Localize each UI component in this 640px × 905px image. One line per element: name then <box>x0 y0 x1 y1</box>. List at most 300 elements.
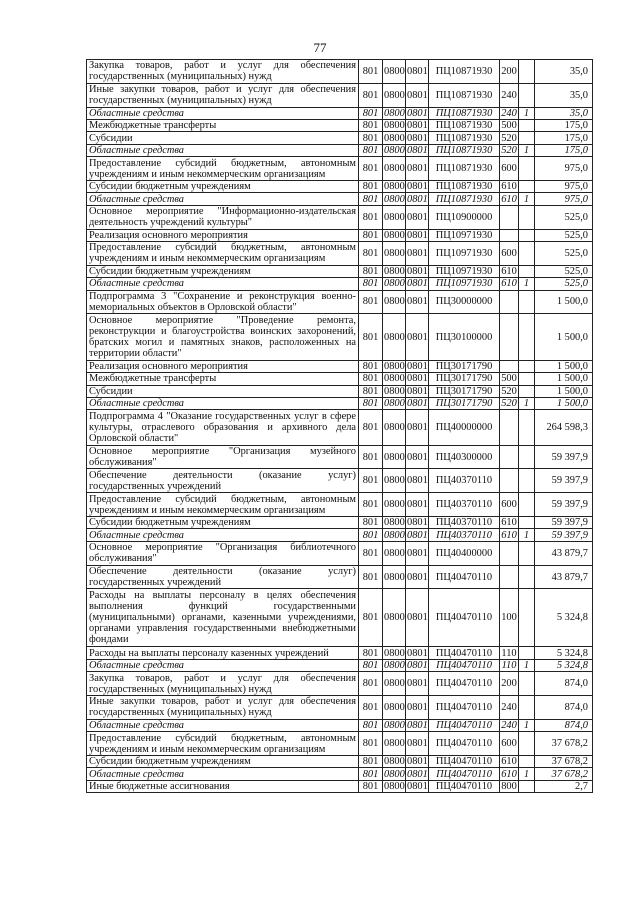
ministry-code-cell: 801 <box>359 410 383 445</box>
expense-type-cell: 240 <box>501 107 517 119</box>
expense-type-cell: 500 <box>501 120 517 132</box>
expense-name-cell: Обеспечение деятельности (оказание услуг) государственных учреждений <box>87 565 359 589</box>
expense-type-cell <box>500 541 519 565</box>
section-code-cell: 0800 <box>384 132 405 144</box>
ministry-code-cell: 801 <box>359 314 383 361</box>
amount-cell: 1 500,0 <box>535 385 593 397</box>
funding-source-cell: 1 <box>519 107 535 119</box>
subsection-code-cell: 0801 <box>407 373 428 385</box>
amount-cell: 175,0 <box>535 144 593 156</box>
funding-source-cell <box>519 445 535 469</box>
section-code-cell: 0800 <box>384 193 405 205</box>
table-row <box>87 517 593 529</box>
expense-type-cell: 600 <box>500 241 519 265</box>
target-article-cell: ПЦ10971930 <box>429 229 500 241</box>
expense-name-cell: Областные средства <box>87 193 359 205</box>
table-row <box>87 659 593 671</box>
section-code-cell: 0800 <box>384 278 405 290</box>
expense-name-cell: Областные средства <box>87 107 359 119</box>
table-row <box>87 529 593 541</box>
subsection-code-cell: 0801 <box>406 290 429 314</box>
expense-name-cell: Областные средства <box>87 278 359 290</box>
table-row <box>87 157 593 181</box>
expense-type-cell: 610 <box>501 529 517 541</box>
page-number: 77 <box>313 40 327 55</box>
amount-cell: 525,0 <box>535 205 593 229</box>
subsection-code-cell: 0801 <box>406 732 429 756</box>
expense-name-cell: Межбюджетные трансферты <box>87 373 359 385</box>
table-row <box>87 780 593 792</box>
section-code-cell: 0800 <box>384 768 405 780</box>
table-row <box>87 589 593 647</box>
amount-cell: 5 324,8 <box>535 589 593 647</box>
expense-name-cell: Основное мероприятие "Проведение ремонта, реконструкции и благоустройства воинских захоронений, братских могил и памятных знаков, расположенных на территории области" <box>87 314 359 361</box>
funding-source-cell <box>519 265 535 277</box>
amount-cell: 525,0 <box>535 241 593 265</box>
table-row <box>87 672 593 696</box>
expense-name-cell: Субсидии <box>87 385 359 397</box>
section-code-cell: 0800 <box>383 445 406 469</box>
target-article-cell: ПЦ10871930 <box>429 157 500 181</box>
subsection-code-cell: 0801 <box>407 780 428 792</box>
funding-source-cell <box>519 373 535 385</box>
section-code-cell: 0800 <box>383 541 406 565</box>
funding-source-cell <box>519 695 535 719</box>
amount-cell: 2,7 <box>535 780 593 792</box>
expense-type-cell <box>500 314 519 361</box>
ministry-code-cell: 801 <box>359 144 383 156</box>
expense-name-cell: Обеспечение деятельности (оказание услуг) государственных учреждений <box>87 469 359 493</box>
expense-name-cell: Предоставление субсидий бюджетным, автономным учреждениям и иным некоммерческим организациям <box>87 241 359 265</box>
amount-cell: 874,0 <box>535 695 593 719</box>
table-row <box>87 205 593 229</box>
section-code-cell: 0800 <box>383 695 406 719</box>
target-article-cell: ПЦ10871930 <box>429 119 500 131</box>
ministry-code-cell: 801 <box>359 589 383 647</box>
subsection-code-cell: 0801 <box>407 181 428 193</box>
target-article-cell: ПЦ40470110 <box>429 565 500 589</box>
ministry-code-cell: 801 <box>359 541 383 565</box>
subsection-code-cell: 0801 <box>407 385 428 397</box>
subsection-code-cell: 0801 <box>406 469 429 493</box>
section-code-cell: 0800 <box>384 385 405 397</box>
ministry-code-cell: 801 <box>359 493 383 517</box>
expense-name-cell: Субсидии бюджетным учреждениям <box>87 517 359 529</box>
expense-type-cell: 520 <box>501 398 517 410</box>
funding-source-cell: 1 <box>519 278 535 290</box>
table-row <box>87 732 593 756</box>
amount-cell: 59 397,9 <box>535 493 593 517</box>
funding-source-cell <box>519 755 535 767</box>
subsection-code-cell: 0801 <box>406 314 429 361</box>
amount-cell: 1 500,0 <box>535 314 593 361</box>
amount-cell: 975,0 <box>535 193 593 205</box>
ministry-code-cell: 801 <box>359 529 383 541</box>
funding-source-cell <box>519 469 535 493</box>
section-code-cell: 0800 <box>383 469 406 493</box>
table-row <box>87 385 593 397</box>
section-code-cell: 0800 <box>383 205 406 229</box>
ministry-code-cell: 801 <box>359 360 383 372</box>
expense-type-cell: 610 <box>501 278 517 290</box>
subsection-code-cell: 0801 <box>407 756 428 768</box>
section-code-cell: 0800 <box>383 241 406 265</box>
amount-cell: 35,0 <box>535 83 593 107</box>
target-article-cell: ПЦ40470110 <box>429 659 500 671</box>
expense-name-cell: Расходы на выплаты персоналу казенных учреждений <box>87 647 359 659</box>
ministry-code-cell: 801 <box>359 780 383 792</box>
funding-source-cell <box>519 241 535 265</box>
funding-source-cell <box>519 517 535 529</box>
subsection-code-cell: 0801 <box>406 541 429 565</box>
expense-type-cell: 610 <box>501 517 517 529</box>
expense-type-cell <box>500 445 519 469</box>
funding-source-cell: 1 <box>519 529 535 541</box>
table-row <box>87 360 593 372</box>
expense-name-cell: Областные средства <box>87 768 359 780</box>
target-article-cell: ПЦ40470110 <box>429 780 500 792</box>
expense-name-cell: Основное мероприятие "Организация музейного обслуживания" <box>87 445 359 469</box>
subsection-code-cell: 0801 <box>407 193 428 205</box>
target-article-cell: ПЦ40470110 <box>429 695 500 719</box>
subsection-code-cell: 0801 <box>407 361 428 373</box>
expense-name-cell: Областные средства <box>87 659 359 671</box>
expense-name-cell: Иные бюджетные ассигнования <box>87 780 359 792</box>
section-code-cell: 0800 <box>384 107 405 119</box>
expense-type-cell <box>500 290 519 314</box>
funding-source-cell <box>519 132 535 144</box>
expense-name-cell: Расходы на выплаты персоналу в целях обеспечения выполнения функций государственными (муниципальными) органами, казенными учреждениями, органами управления государственными внебюджетными фондами <box>87 589 359 647</box>
table-row <box>87 410 593 445</box>
amount-cell: 874,0 <box>535 719 593 731</box>
amount-cell: 5 324,8 <box>535 659 593 671</box>
section-code-cell: 0800 <box>384 120 405 132</box>
expense-name-cell: Межбюджетные трансферты <box>87 119 359 131</box>
section-code-cell: 0800 <box>384 361 405 373</box>
target-article-cell: ПЦ10971930 <box>429 241 500 265</box>
expense-type-cell: 240 <box>501 719 517 731</box>
target-article-cell: ПЦ10871930 <box>429 180 500 192</box>
ministry-code-cell: 801 <box>359 265 383 277</box>
target-article-cell: ПЦ10971930 <box>429 278 500 290</box>
funding-source-cell <box>519 180 535 192</box>
ministry-code-cell: 801 <box>359 229 383 241</box>
funding-source-cell: 1 <box>519 193 535 205</box>
target-article-cell: ПЦ30100000 <box>429 314 500 361</box>
table-row <box>87 107 593 119</box>
funding-source-cell <box>519 647 535 659</box>
target-article-cell: ПЦ30000000 <box>429 290 500 314</box>
amount-cell: 43 879,7 <box>535 565 593 589</box>
subsection-code-cell: 0801 <box>407 144 428 156</box>
amount-cell: 175,0 <box>535 119 593 131</box>
amount-cell: 35,0 <box>535 107 593 119</box>
table-row <box>87 445 593 469</box>
amount-cell: 5 324,8 <box>535 647 593 659</box>
ministry-code-cell: 801 <box>359 385 383 397</box>
ministry-code-cell: 801 <box>359 445 383 469</box>
target-article-cell: ПЦ40470110 <box>429 768 500 780</box>
ministry-code-cell: 801 <box>359 659 383 671</box>
table-row <box>87 398 593 410</box>
funding-source-cell <box>519 410 535 445</box>
expense-name-cell: Субсидии бюджетным учреждениям <box>87 755 359 767</box>
funding-source-cell: 1 <box>519 659 535 671</box>
subsection-code-cell: 0801 <box>406 672 429 696</box>
subsection-code-cell: 0801 <box>407 132 428 144</box>
amount-cell: 975,0 <box>535 157 593 181</box>
expense-type-cell: 610 <box>501 756 517 768</box>
subsection-code-cell: 0801 <box>406 60 429 84</box>
expense-type-cell <box>500 469 519 493</box>
ministry-code-cell: 801 <box>359 768 383 780</box>
target-article-cell: ПЦ10871930 <box>429 132 500 144</box>
expense-name-cell: Иные закупки товаров, работ и услуг для обеспечения государственных (муниципальных) нужд <box>87 695 359 719</box>
expense-type-cell: 610 <box>501 181 517 193</box>
table-row <box>87 229 593 241</box>
target-article-cell: ПЦ40000000 <box>429 410 500 445</box>
ministry-code-cell: 801 <box>359 517 383 529</box>
expense-name-cell: Реализация основного мероприятия <box>87 229 359 241</box>
ministry-code-cell: 801 <box>359 119 383 131</box>
subsection-code-cell: 0801 <box>407 398 428 410</box>
table-body <box>87 60 593 793</box>
ministry-code-cell: 801 <box>359 193 383 205</box>
amount-cell: 1 500,0 <box>535 360 593 372</box>
funding-source-cell <box>519 83 535 107</box>
table-row <box>87 695 593 719</box>
subsection-code-cell: 0801 <box>406 205 429 229</box>
expense-name-cell: Закупка товаров, работ и услуг для обеспечения государственных (муниципальных) нужд <box>87 672 359 696</box>
subsection-code-cell: 0801 <box>407 229 428 241</box>
expense-name-cell: Субсидии бюджетным учреждениям <box>87 265 359 277</box>
section-code-cell: 0800 <box>384 181 405 193</box>
amount-cell: 35,0 <box>535 60 593 84</box>
target-article-cell: ПЦ30171790 <box>429 398 500 410</box>
ministry-code-cell: 801 <box>359 719 383 731</box>
ministry-code-cell: 801 <box>359 290 383 314</box>
target-article-cell: ПЦ10871930 <box>429 144 500 156</box>
funding-source-cell <box>519 205 535 229</box>
subsection-code-cell: 0801 <box>406 589 429 647</box>
table-row <box>87 265 593 277</box>
table-row <box>87 83 593 107</box>
section-code-cell: 0800 <box>384 517 405 529</box>
section-code-cell: 0800 <box>383 410 406 445</box>
ministry-code-cell: 801 <box>359 647 383 659</box>
funding-source-cell <box>519 314 535 361</box>
subsection-code-cell: 0801 <box>406 493 429 517</box>
funding-source-cell <box>519 672 535 696</box>
amount-cell: 175,0 <box>535 132 593 144</box>
expense-type-cell <box>500 229 519 241</box>
expense-name-cell: Предоставление субсидий бюджетным, автономным учреждениям и иным некоммерческим организациям <box>87 732 359 756</box>
subsection-code-cell: 0801 <box>407 719 428 731</box>
target-article-cell: ПЦ40370110 <box>429 517 500 529</box>
ministry-code-cell: 801 <box>359 373 383 385</box>
section-code-cell: 0800 <box>383 314 406 361</box>
table-row <box>87 373 593 385</box>
expense-name-cell: Закупка товаров, работ и услуг для обеспечения государственных (муниципальных) нужд <box>87 60 359 84</box>
amount-cell: 525,0 <box>535 265 593 277</box>
subsection-code-cell: 0801 <box>406 83 429 107</box>
section-code-cell: 0800 <box>383 493 406 517</box>
table-row <box>87 290 593 314</box>
target-article-cell: ПЦ40370110 <box>429 493 500 517</box>
expense-name-cell: Реализация основного мероприятия <box>87 360 359 372</box>
expense-name-cell: Основное мероприятие "Организация библиотечного обслуживания" <box>87 541 359 565</box>
ministry-code-cell: 801 <box>359 469 383 493</box>
table-row <box>87 565 593 589</box>
expense-type-cell: 800 <box>501 780 517 792</box>
section-code-cell: 0800 <box>384 647 405 659</box>
subsection-code-cell: 0801 <box>407 768 428 780</box>
section-code-cell: 0800 <box>384 756 405 768</box>
target-article-cell: ПЦ30171790 <box>429 360 500 372</box>
expense-name-cell: Областные средства <box>87 144 359 156</box>
section-code-cell: 0800 <box>384 144 405 156</box>
table-row <box>87 314 593 361</box>
amount-cell: 525,0 <box>535 278 593 290</box>
funding-source-cell <box>519 119 535 131</box>
table-row <box>87 193 593 205</box>
amount-cell: 975,0 <box>535 180 593 192</box>
table-row <box>87 144 593 156</box>
ministry-code-cell: 801 <box>359 132 383 144</box>
expense-type-cell: 610 <box>501 768 517 780</box>
target-article-cell: ПЦ40470110 <box>429 719 500 731</box>
section-code-cell: 0800 <box>383 60 406 84</box>
ministry-code-cell: 801 <box>359 83 383 107</box>
expense-type-cell: 110 <box>501 647 517 659</box>
ministry-code-cell: 801 <box>359 60 383 84</box>
funding-source-cell <box>519 493 535 517</box>
section-code-cell: 0800 <box>383 565 406 589</box>
target-article-cell: ПЦ40370110 <box>429 469 500 493</box>
expense-name-cell: Областные средства <box>87 398 359 410</box>
target-article-cell: ПЦ10871930 <box>429 83 500 107</box>
section-code-cell: 0800 <box>384 780 405 792</box>
section-code-cell: 0800 <box>383 589 406 647</box>
amount-cell: 59 397,9 <box>535 517 593 529</box>
table-row <box>87 719 593 731</box>
ministry-code-cell: 801 <box>359 157 383 181</box>
subsection-code-cell: 0801 <box>406 157 429 181</box>
target-article-cell: ПЦ40470110 <box>429 589 500 647</box>
subsection-code-cell: 0801 <box>406 695 429 719</box>
target-article-cell: ПЦ40470110 <box>429 672 500 696</box>
ministry-code-cell: 801 <box>359 732 383 756</box>
table-row <box>87 241 593 265</box>
target-article-cell: ПЦ10971930 <box>429 265 500 277</box>
subsection-code-cell: 0801 <box>407 278 428 290</box>
subsection-code-cell: 0801 <box>407 265 428 277</box>
expense-type-cell: 600 <box>500 732 519 756</box>
amount-cell: 43 879,7 <box>535 541 593 565</box>
subsection-code-cell: 0801 <box>406 241 429 265</box>
expense-type-cell: 240 <box>500 695 519 719</box>
target-article-cell: ПЦ10900000 <box>429 205 500 229</box>
subsection-code-cell: 0801 <box>407 517 428 529</box>
amount-cell: 525,0 <box>535 229 593 241</box>
funding-source-cell <box>519 565 535 589</box>
section-code-cell: 0800 <box>384 719 405 731</box>
section-code-cell: 0800 <box>384 229 405 241</box>
target-article-cell: ПЦ30171790 <box>429 385 500 397</box>
amount-cell: 1 500,0 <box>535 290 593 314</box>
target-article-cell: ПЦ10871930 <box>429 60 500 84</box>
expense-type-cell: 200 <box>500 60 519 84</box>
expense-name-cell: Иные закупки товаров, работ и услуг для обеспечения государственных (муниципальных) нужд <box>87 83 359 107</box>
funding-source-cell <box>519 541 535 565</box>
amount-cell: 37 678,2 <box>535 732 593 756</box>
expense-type-cell: 610 <box>501 193 517 205</box>
expense-type-cell: 520 <box>501 385 517 397</box>
target-article-cell: ПЦ40300000 <box>429 445 500 469</box>
expense-name-cell: Подпрограмма 4 "Оказание государственных услуг в сфере культуры, отраслевого образования и архивного дела Орловской области" <box>87 410 359 445</box>
target-article-cell: ПЦ10871930 <box>429 107 500 119</box>
table-row <box>87 541 593 565</box>
expense-name-cell: Субсидии бюджетным учреждениям <box>87 180 359 192</box>
table-row <box>87 493 593 517</box>
section-code-cell: 0800 <box>383 290 406 314</box>
table-row <box>87 60 593 84</box>
expense-type-cell: 110 <box>500 659 519 671</box>
funding-source-cell <box>519 229 535 241</box>
table-row <box>87 647 593 659</box>
target-article-cell: ПЦ40470110 <box>429 732 500 756</box>
target-article-cell: ПЦ10871930 <box>429 193 500 205</box>
expense-name-cell: Областные средства <box>87 529 359 541</box>
expense-type-cell: 500 <box>501 373 517 385</box>
table-row <box>87 180 593 192</box>
expense-type-cell: 240 <box>500 83 519 107</box>
expense-type-cell <box>500 360 519 372</box>
expense-type-cell <box>500 205 519 229</box>
amount-cell: 264 598,3 <box>535 410 593 445</box>
ministry-code-cell: 801 <box>359 755 383 767</box>
funding-source-cell <box>519 589 535 647</box>
target-article-cell: ПЦ40400000 <box>429 541 500 565</box>
amount-cell: 37 678,2 <box>535 768 593 780</box>
expense-name-cell: Предоставление субсидий бюджетным, автономным учреждениям и иным некоммерческим организациям <box>87 157 359 181</box>
funding-source-cell <box>519 385 535 397</box>
target-article-cell: ПЦ40370110 <box>429 529 500 541</box>
expense-type-cell <box>500 410 519 445</box>
amount-cell: 37 678,2 <box>535 755 593 767</box>
target-article-cell: ПЦ30171790 <box>429 373 500 385</box>
section-code-cell: 0800 <box>383 672 406 696</box>
amount-cell: 59 397,9 <box>535 469 593 493</box>
expense-type-cell: 520 <box>501 132 517 144</box>
amount-cell: 1 500,0 <box>535 398 593 410</box>
section-code-cell: 0800 <box>384 659 405 671</box>
section-code-cell: 0800 <box>384 265 405 277</box>
amount-cell: 1 500,0 <box>535 373 593 385</box>
section-code-cell: 0800 <box>383 157 406 181</box>
expense-name-cell: Субсидии <box>87 132 359 144</box>
table-row <box>87 768 593 780</box>
target-article-cell: ПЦ40470110 <box>429 647 500 659</box>
table-row <box>87 278 593 290</box>
expense-type-cell: 520 <box>501 144 517 156</box>
subsection-code-cell: 0801 <box>407 120 428 132</box>
ministry-code-cell: 801 <box>359 695 383 719</box>
table-row <box>87 469 593 493</box>
target-article-cell: ПЦ40470110 <box>429 755 500 767</box>
funding-source-cell <box>519 360 535 372</box>
expense-type-cell: 100 <box>500 589 519 647</box>
